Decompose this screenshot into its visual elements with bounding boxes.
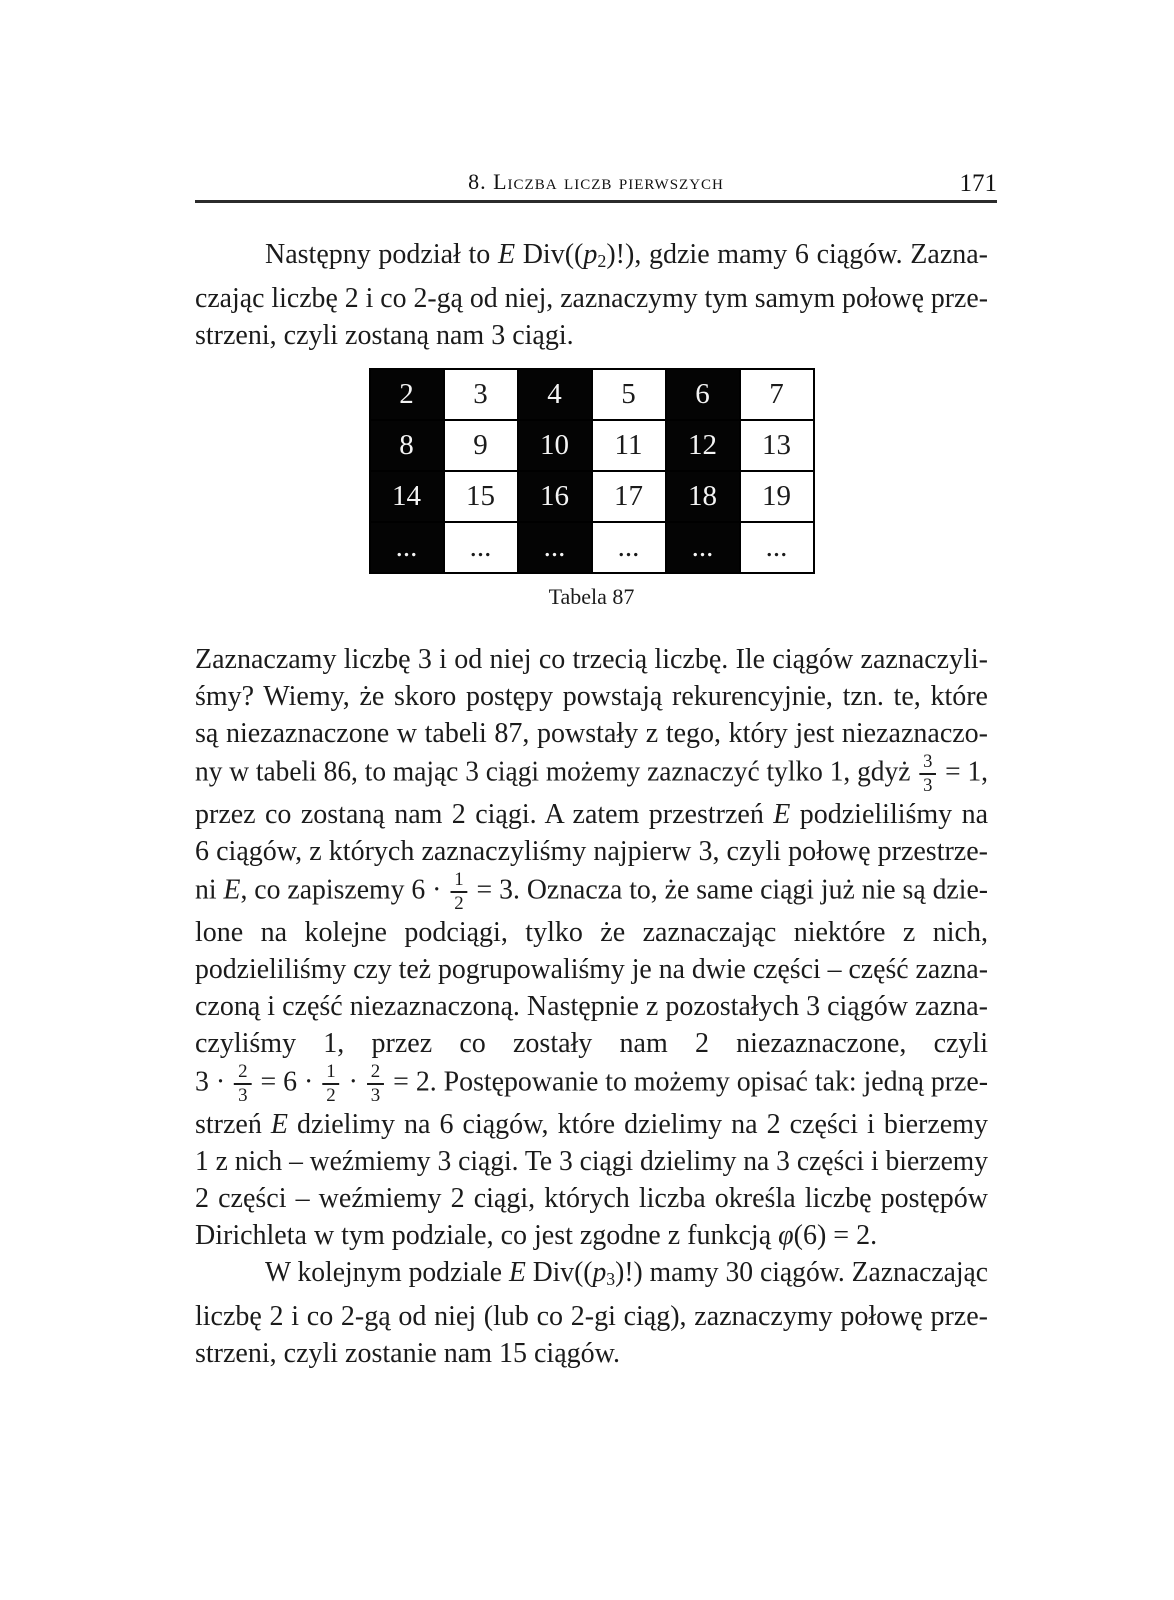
text-segment: dzielimy na 6 ciągów, które dzielimy na 2 części i bierzemy — [288, 1108, 989, 1140]
text-segment: Div(( — [525, 1256, 593, 1288]
text-line-content — [195, 1217, 877, 1254]
text-segment: strzeni, czyli zostanie nam 15 ciągów. — [195, 1337, 621, 1369]
text-segment: = 2. Postępowanie to możemy opisać tak: jedną prze- — [386, 1066, 988, 1098]
fraction-denominator: 3 — [234, 1083, 251, 1106]
text-segment: = 3. Oznacza to, że same ciągi już nie są dzie- — [469, 874, 988, 906]
text-segment: czając liczbę 2 i co 2-gą od niej, zaznaczymy tym samym połowę prze- — [195, 282, 988, 314]
text-line — [195, 280, 988, 317]
text-segment: Następny podział to — [265, 239, 498, 270]
text-line-content — [195, 951, 988, 988]
text-line-content — [195, 833, 988, 870]
italic-math-symbol: E — [497, 239, 516, 270]
text-segment: Div(( — [515, 239, 584, 270]
text-line-content — [265, 236, 988, 280]
text-line-content — [195, 1025, 988, 1062]
table-cell: 5 — [592, 369, 666, 420]
tabela-87 — [369, 368, 815, 574]
table-cell: 14 — [370, 471, 444, 522]
fraction-denominator: 2 — [322, 1083, 339, 1106]
text-line-content — [195, 678, 988, 715]
table-cell: 13 — [740, 420, 814, 471]
table-cell: ... — [592, 522, 666, 573]
table-cell: 7 — [740, 369, 814, 420]
fraction-denominator: 2 — [450, 891, 467, 914]
fraction — [367, 1062, 384, 1106]
text-segment: są niezaznaczone w tabeli 87, powstały z tego, który jest niezaznaczo- — [195, 717, 988, 749]
italic-math-symbol: φ — [778, 1219, 794, 1251]
table-cell: ... — [740, 522, 814, 573]
fraction-denominator: 3 — [919, 773, 936, 796]
tabela-table-body — [370, 369, 814, 573]
text-line-content — [195, 317, 574, 354]
fraction-numerator: 1 — [454, 868, 464, 890]
text-segment: , co zapiszemy 6 · — [240, 874, 449, 906]
italic-math-symbol: E — [508, 1256, 526, 1288]
text-line — [195, 1217, 988, 1254]
paragraph — [195, 1254, 988, 1372]
text-segment: podzieliliśmy na — [790, 798, 989, 830]
table-cell: ... — [444, 522, 518, 573]
table-cell: 17 — [592, 471, 666, 522]
text-segment: = 6 · — [253, 1066, 321, 1098]
text-line-content — [195, 1298, 988, 1335]
table-caption: Tabela 87 — [548, 583, 635, 609]
text-line — [195, 752, 988, 796]
text-block — [195, 0, 997, 1372]
italic-math-symbol: E — [270, 1108, 288, 1140]
text-segment: Zaznaczamy liczbę 3 i od niej co trzecią liczbę. Ile ciągów zaznaczyli- — [195, 643, 988, 675]
fraction-numerator: 3 — [923, 750, 933, 772]
table-row — [370, 369, 814, 420]
text-segment: · — [341, 1066, 365, 1098]
table-cell: 19 — [740, 471, 814, 522]
text-line — [195, 988, 988, 1025]
chapter-title: 8. Liczba liczb pierwszych — [468, 169, 724, 194]
text-line-content — [195, 1335, 620, 1372]
table-row — [370, 471, 814, 522]
text-segment: podzieliliśmy czy też pogrupowaliśmy je na dwie części – część zazna- — [195, 953, 988, 985]
text-line-content — [265, 1254, 988, 1298]
text-segment: (6) = 2. — [793, 1219, 878, 1251]
table-cell: 3 — [444, 369, 518, 420]
text-segment: Dirichleta w tym podziale, co jest zgodne z funkcją — [195, 1219, 779, 1251]
table-cell: 11 — [592, 420, 666, 471]
table-cell: 10 — [518, 420, 592, 471]
fraction-numerator: 1 — [326, 1060, 336, 1082]
fraction — [919, 752, 936, 796]
text-line-content — [195, 796, 988, 833]
table-cell: ... — [518, 522, 592, 573]
table-cell: 16 — [518, 471, 592, 522]
text-line-content — [195, 280, 988, 317]
text-segment: śmy? Wiemy, że skoro postępy powstają rekurencyjnie, tzn. te, które — [195, 680, 988, 712]
subscript: 2 — [597, 250, 607, 271]
paragraph — [195, 236, 988, 354]
text-segment: 2 części – weźmiemy 2 ciągi, których liczba określa liczbę postępów — [195, 1182, 988, 1214]
text-line — [195, 1025, 988, 1062]
table-cell: 8 — [370, 420, 444, 471]
text-segment: W kolejnym podziale — [265, 1256, 509, 1288]
text-line — [195, 715, 988, 752]
table-row — [370, 420, 814, 471]
fraction — [322, 1062, 339, 1106]
text-line — [195, 1062, 988, 1106]
fraction-numerator: 2 — [238, 1060, 248, 1082]
text-segment: strzeni, czyli zostaną nam 3 ciągi. — [195, 319, 574, 351]
text-segment: lone na kolejne podciągi, tylko że zaznaczając niektóre z nich, — [195, 916, 988, 948]
text-line-content — [195, 641, 988, 678]
text-line-content — [195, 870, 988, 914]
page-number: 171 — [959, 170, 997, 197]
fraction-denominator: 3 — [367, 1083, 384, 1106]
text-segment: )!), gdzie mamy 6 ciągów. Zazna- — [606, 239, 988, 270]
text-line-content — [195, 1180, 988, 1217]
text-line-content — [195, 1106, 988, 1143]
text-segment: 1 z nich – weźmiemy 3 ciągi. Te 3 ciągi dzielimy na 3 części i bierzemy — [195, 1145, 988, 1177]
text-line — [195, 870, 988, 914]
paragraph — [195, 641, 988, 1254]
text-line — [195, 317, 988, 354]
text-line-content — [195, 715, 988, 752]
text-segment: przez co zostaną nam 2 ciągi. A zatem przestrzeń — [195, 798, 774, 830]
fraction — [234, 1062, 251, 1106]
table-cell: 6 — [666, 369, 740, 420]
italic-math-symbol: p — [592, 1256, 607, 1288]
table-cell: 12 — [666, 420, 740, 471]
text-line — [195, 833, 988, 870]
table-cell: 4 — [518, 369, 592, 420]
text-line-content — [195, 914, 988, 951]
fraction-numerator: 2 — [370, 1060, 381, 1082]
text-segment: czoną i część niezaznaczoną. Następnie z pozostałych 3 ciągów zazna- — [195, 990, 988, 1022]
text-segment: ni — [195, 874, 224, 906]
italic-math-symbol: E — [773, 798, 791, 830]
text-segment: strzeń — [195, 1108, 271, 1140]
table-cell: 2 — [370, 369, 444, 420]
running-header — [195, 0, 997, 203]
text-line-content — [195, 1062, 988, 1106]
text-line — [195, 796, 988, 833]
text-line-content — [195, 988, 988, 1025]
table-cell: ... — [370, 522, 444, 573]
text-line — [195, 1335, 988, 1372]
text-segment: )!) mamy 30 ciągów. Zaznaczając — [615, 1256, 988, 1288]
table-row — [370, 522, 814, 573]
table-wrapper — [195, 368, 988, 574]
table-cell: 15 — [444, 471, 518, 522]
text-line — [195, 236, 988, 280]
text-line — [195, 1106, 988, 1143]
text-segment: 6 ciągów, z których zaznaczyliśmy najpierw 3, czyli połowę przestrze- — [195, 835, 988, 867]
text-segment: = 1, — [938, 756, 988, 788]
text-segment: liczbę 2 i co 2-gą od niej (lub co 2-gi ciąg), zaznaczymy połowę prze- — [195, 1300, 988, 1332]
italic-math-symbol: E — [223, 874, 241, 906]
table-cell: 9 — [444, 420, 518, 471]
text-line-content — [195, 1143, 988, 1180]
subscript: 3 — [606, 1268, 616, 1289]
text-line — [195, 1143, 988, 1180]
italic-math-symbol: p — [583, 239, 598, 270]
text-line — [195, 951, 988, 988]
text-segment: czyliśmy 1, przez co zostały nam 2 niezaznaczone, czyli — [195, 1027, 988, 1059]
text-line — [195, 914, 988, 951]
table-cell: ... — [666, 522, 740, 573]
text-line — [195, 641, 988, 678]
table-cell: 18 — [666, 471, 740, 522]
fraction — [450, 870, 467, 914]
text-line — [195, 1298, 988, 1335]
text-line — [195, 678, 988, 715]
text-line — [195, 1254, 988, 1298]
text-segment: ny w tabeli 86, to mając 3 ciągi możemy zaznaczyć tylko 1, gdyż — [195, 756, 918, 788]
text-segment: 3 · — [195, 1066, 233, 1098]
text-line-content — [195, 752, 988, 796]
text-line — [195, 1180, 988, 1217]
